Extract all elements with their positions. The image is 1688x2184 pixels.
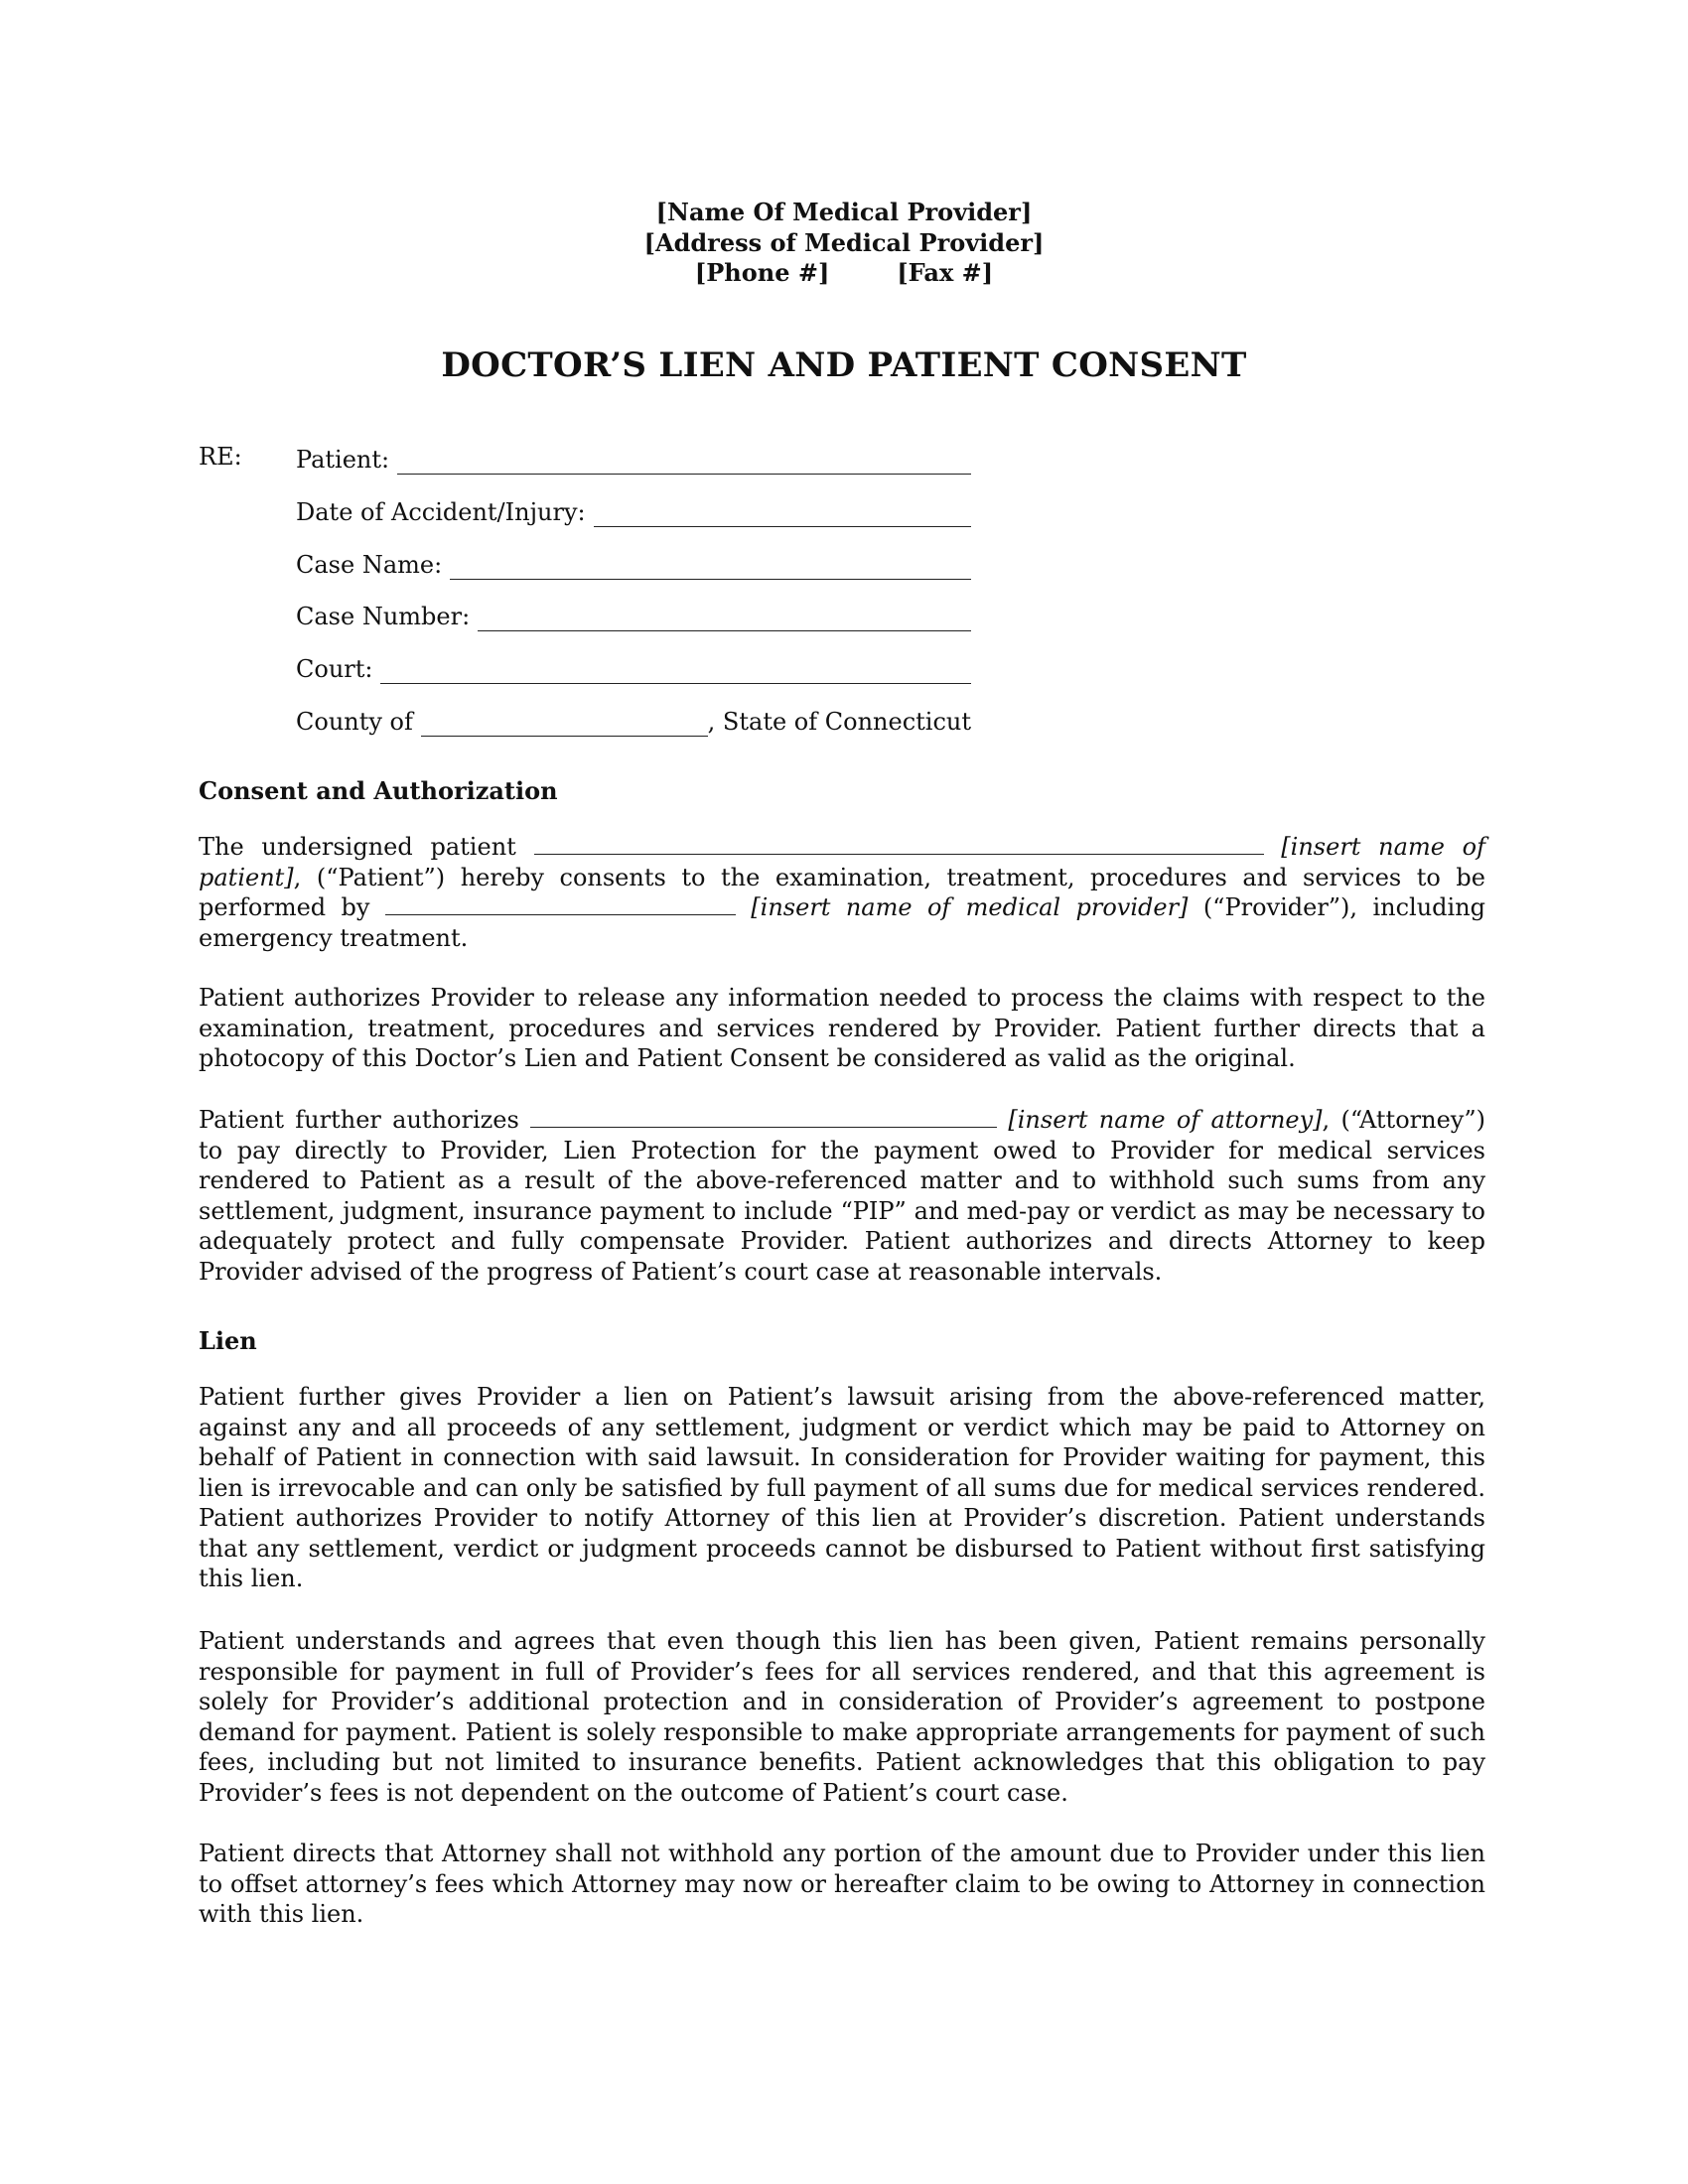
consent-text-start: The undersigned patient xyxy=(199,833,516,861)
case-number-field[interactable] xyxy=(296,598,971,631)
date-of-accident-label: Date of Accident/Injury: xyxy=(296,498,586,526)
patient-blank-line[interactable] xyxy=(397,450,971,475)
patient-name-blank[interactable] xyxy=(534,834,1264,855)
consent-text-end: (“Provider”), including emergency treatment. xyxy=(199,893,1486,952)
date-of-accident-blank-line[interactable] xyxy=(594,502,971,527)
patient-label: Patient: xyxy=(296,446,390,474)
court-label: Court: xyxy=(296,655,373,683)
attorney-text-start: Patient further authorizes xyxy=(199,1106,519,1134)
release-info-paragraph: Patient authorizes Provider to release any information needed to process the claims with respect to the examination, treatment, procedures and services rendered by Provider. Patient further directs that a photocopy of this Doctor’s Lien and Patient Consent be considered as valid as the original. xyxy=(199,984,1485,1072)
consent-paragraph xyxy=(199,832,1485,953)
insert-patient-name-hint: [insert name of patient] xyxy=(199,833,1485,891)
insert-provider-name-hint: [insert name of medical provider] xyxy=(751,893,1189,921)
county-blank-line[interactable] xyxy=(421,712,708,737)
consent-text-middle: , (“Patient”) hereby consents to the examination, treatment, procedures and services to be performed by xyxy=(199,863,1485,921)
case-name-label: Case Name: xyxy=(296,551,443,579)
case-name-field[interactable] xyxy=(296,546,971,580)
court-field[interactable] xyxy=(296,650,971,684)
provider-name: [Name Of Medical Provider] xyxy=(655,198,1033,226)
provider-phone: [Phone #] xyxy=(694,258,830,287)
lien-paragraph: Patient further gives Provider a lien on Patient’s lawsuit arising from the above-referenced matter, against any and all proceeds of any settlement, judgment or verdict which may be paid to Attorney on behalf of Patient in connection with said lawsuit. In consideration for Provider waiting for payment, this lien is irrevocable and can only be satisfied by full payment of all sums due for medical services rendered. Patient authorizes Provider to notify Attorney of this lien at Provider’s discretion. Patient understands that any settlement, verdict or judgment proceeds cannot be disbursed to Patient without first satisfying this lien. xyxy=(199,1383,1485,1592)
patient-responsibility-paragraph: Patient understands and agrees that even though this lien has been given, Patient remains personally responsible for payment in full of Provider’s fees for all services rendered, and that this agreement is solely for Provider’s additional protection and in consideration of Provider’s agreement to postpone demand for payment. Patient is solely responsible to make appropriate arrangements for payment of such fees, including but not limited to insurance benefits. Patient acknowledges that this obligation to pay Provider’s fees is not dependent on the outcome of Patient’s court case. xyxy=(199,1627,1485,1807)
lien-heading: Lien xyxy=(199,1326,257,1355)
case-name-blank-line[interactable] xyxy=(450,555,971,580)
provider-address: [Address of Medical Provider] xyxy=(643,228,1045,257)
date-of-accident-field[interactable] xyxy=(296,493,971,527)
court-blank-line[interactable] xyxy=(380,659,971,684)
attorney-text-rest: , (“Attorney”) to pay directly to Provider, Lien Protection for the payment owed to Provider for medical services rendered to Patient as a result of the above-referenced matter and to withhold such sums from any settlement, judgment, insurance payment to include “PIP” and med-pay or verdict as may be necessary to adequately protect and fully compensate Provider. Patient authorizes and directs Attorney to keep Provider advised of the progress of Patient’s court case at reasonable intervals. xyxy=(199,1106,1485,1286)
case-number-blank-line[interactable] xyxy=(478,607,971,631)
document-title: DOCTOR’S LIEN AND PATIENT CONSENT xyxy=(441,345,1247,385)
provider-contact xyxy=(0,257,1688,288)
consent-authorization-heading: Consent and Authorization xyxy=(199,776,558,805)
state-label: , State of Connecticut xyxy=(707,708,971,736)
re-label: RE: xyxy=(199,443,242,471)
attorney-authorization-paragraph xyxy=(199,1105,1485,1287)
county-field[interactable] xyxy=(296,703,971,737)
case-number-label: Case Number: xyxy=(296,603,471,630)
county-label: County of xyxy=(296,708,413,736)
attorney-name-blank[interactable] xyxy=(530,1107,997,1128)
provider-fax: [Fax #] xyxy=(897,258,994,287)
provider-name-blank[interactable] xyxy=(385,894,736,915)
insert-attorney-name-hint: [insert name of attorney] xyxy=(1008,1106,1323,1134)
patient-field[interactable] xyxy=(296,441,971,475)
attorney-fees-paragraph: Patient directs that Attorney shall not withhold any portion of the amount due to Provider under this lien to offset attorney’s fees which Attorney may now or hereafter claim to be owing to Attorney in connection with this lien. xyxy=(199,1840,1485,1928)
